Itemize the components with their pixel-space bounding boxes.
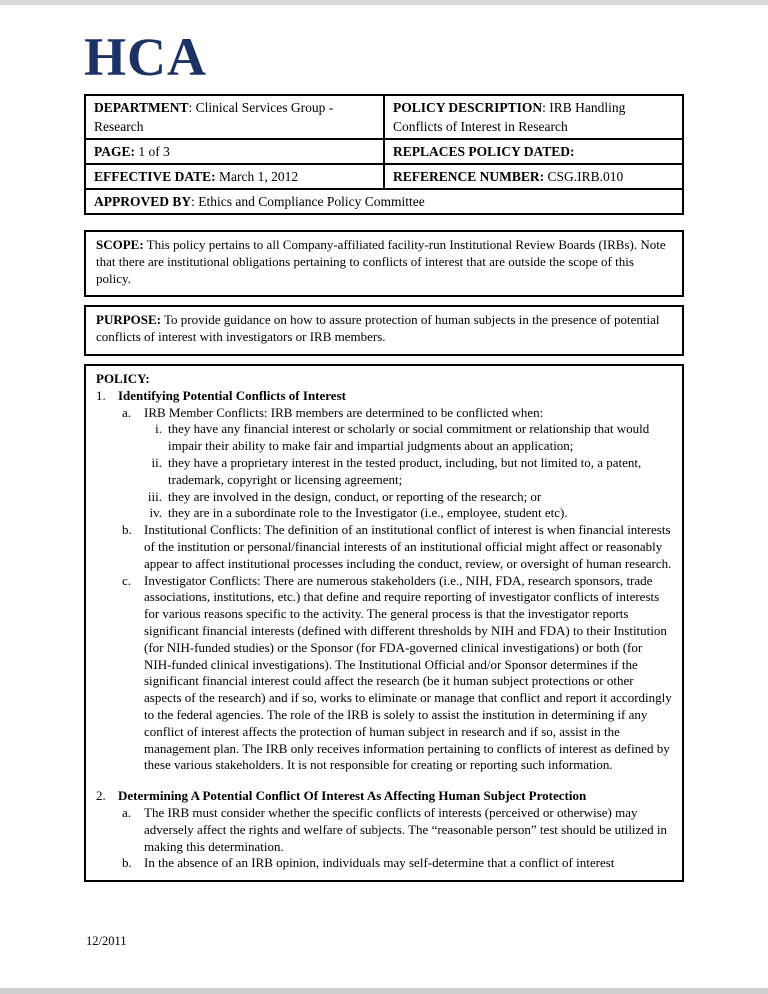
- purpose-label: PURPOSE:: [96, 312, 161, 328]
- replaces-cell: [384, 139, 683, 164]
- page-cell: [85, 139, 384, 164]
- replaces-label: REPLACES POLICY DATED:: [393, 144, 575, 159]
- purpose-section-box: [84, 305, 684, 356]
- scope-section-box: [84, 230, 684, 297]
- footer-date: 12/2011: [86, 934, 127, 948]
- policy-item-1b: [96, 522, 672, 572]
- page-label: PAGE:: [94, 144, 135, 159]
- policy-item-1-marker: 1.: [96, 387, 106, 403]
- policy-item-2b-text: In the absence of an IRB opinion, individuals may self-determine that a conflict of interest: [144, 855, 615, 871]
- policy-item-1: [96, 388, 672, 405]
- policy-item-2-title: Determining A Potential Conflict Of Interest As Affecting Human Subject Protection: [118, 788, 587, 804]
- effective-date-cell: [85, 164, 384, 189]
- approved-by-label: APPROVED BY: [94, 194, 192, 209]
- policy-item-1a-ii-marker: ii.: [151, 454, 162, 470]
- policy-item-2a-marker: a.: [122, 804, 132, 820]
- scan-edge-top: [0, 0, 768, 5]
- reference-number-value: CSG.IRB.010: [544, 169, 624, 184]
- policy-item-2a-text: The IRB must consider whether the specific conflicts of interests (perceived or otherwise) may adversely affect the rights and welfare of subjects. The “reasonable person” test should be utilized in making this determination.: [144, 804, 667, 854]
- policy-item-1a-text: IRB Member Conflicts: IRB members are determined to be conflicted when:: [144, 404, 544, 420]
- header-row-4: [85, 189, 683, 214]
- policy-item-2-marker: 2.: [96, 788, 106, 804]
- policy-item-2b-marker: b.: [122, 855, 132, 871]
- policy-item-1a-iii-marker: iii.: [147, 488, 162, 504]
- approved-by-cell: [85, 189, 683, 214]
- policy-header-table: [84, 94, 684, 215]
- policy-item-1a: [96, 405, 672, 422]
- policy-item-1a-iv: [96, 505, 672, 522]
- document-content: [84, 28, 684, 882]
- policy-item-1a-marker: a.: [122, 404, 132, 420]
- page-value: 1 of 3: [135, 144, 170, 159]
- policy-item-1a-i-text: they have any financial interest or scholarly or social commitment or relationship that would impair their ability to make fair and impartial judgments about an application;: [168, 421, 650, 454]
- department-cell: [85, 95, 384, 139]
- header-row-2: [85, 139, 683, 164]
- header-row-3: [85, 164, 683, 189]
- policy-item-1a-i: [96, 421, 672, 455]
- policy-item-2: [96, 788, 672, 805]
- policy-item-1a-i-marker: i.: [155, 421, 162, 437]
- policy-item-1c-text: Investigator Conflicts: There are numerous stakeholders (i.e., NIH, FDA, research sponsors, trade associations, institutions, etc.) that define and require reporting of investigator conflicts of interests for various reasons specific to the activity. The general process is that the investigator reports significant financial interests (defined with different thresholds by NIH and FDA) to their Institution (for NIH-funded studies) or the Sponsor (for FDA-governed clinical investigations) or both (for NIH-funded clinical investigations). The Institutional Official and/or Sponsor determines if the significant financial interest could affect the research (be it human subject protections or other aspects of the research) and if so, works to eliminate or manage that conflict and report it accordingly to the federal agencies. The role of the IRB is solely to assist the institution in determining if any conflict of interest affects the protection of human subject in research and if so, assist in the management plan. The IRB only receives information pertaining to conflicts of interest as defined by these various stakeholders. It is not responsible for creating or reporting such information.: [144, 572, 672, 773]
- policy-item-1a-ii-text: they have a proprietary interest in the tested product, including, but not limited to, a patent, trademark, copyright or licensing agreement;: [168, 454, 642, 487]
- hca-logo: HCA: [84, 27, 207, 87]
- scope-text: This policy pertains to all Company-affiliated facility-run Institutional Review Boards (IRBs). Note that there are institutional obligations pertaining to conflicts of interest that are outside the scope of this policy.: [96, 237, 666, 286]
- policy-item-1-title: Identifying Potential Conflicts of Interest: [118, 387, 346, 403]
- scope-label: SCOPE:: [96, 237, 144, 252]
- policy-item-2b: [96, 855, 672, 872]
- effective-date-label: EFFECTIVE DATE:: [94, 169, 216, 184]
- policy-item-1a-ii: [96, 455, 672, 489]
- header-row-1: [85, 95, 683, 139]
- reference-number-cell: [384, 164, 683, 189]
- policy-item-1a-iii-text: they are involved in the design, conduct, or reporting of the research; or: [168, 488, 542, 504]
- policy-item-2a: [96, 805, 672, 855]
- policy-description-cell: [384, 95, 683, 139]
- policy-section-box: [84, 364, 684, 882]
- policy-item-1a-iv-text: they are in a subordinate role to the Investigator (i.e., employee, student etc).: [168, 505, 568, 521]
- policy-item-1b-marker: b.: [122, 522, 132, 538]
- approved-by-value: : Ethics and Compliance Policy Committee: [191, 194, 425, 209]
- policy-item-1a-iv-marker: iv.: [149, 505, 162, 521]
- policy-item-1c: [96, 573, 672, 775]
- scan-edge-bottom: [0, 988, 768, 994]
- policy-item-1c-marker: c.: [122, 572, 132, 588]
- department-label: DEPARTMENT: [94, 100, 189, 115]
- reference-number-label: REFERENCE NUMBER:: [393, 169, 545, 184]
- policy-description-value: : IRB Handling Conflicts of Interest in Research: [393, 100, 626, 134]
- department-value: : Clinical Services Group - Research: [94, 100, 334, 134]
- policy-heading: POLICY:: [96, 370, 150, 386]
- policy-item-1b-text: Institutional Conflicts: The definition of an institutional conflict of interest is when financial interests of the institution or personal/financial interests of an institutional official might affect or reasonably appear to affect institutional processes including the conduct, review, or oversight of human research.: [144, 522, 672, 571]
- effective-date-value: March 1, 2012: [215, 169, 299, 184]
- policy-description-label: POLICY DESCRIPTION: [393, 100, 543, 115]
- policy-item-1a-iii: [96, 489, 672, 506]
- purpose-text: To provide guidance on how to assure protection of human subjects in the presence of potential conflicts of interest with investigators or IRB members.: [96, 312, 660, 345]
